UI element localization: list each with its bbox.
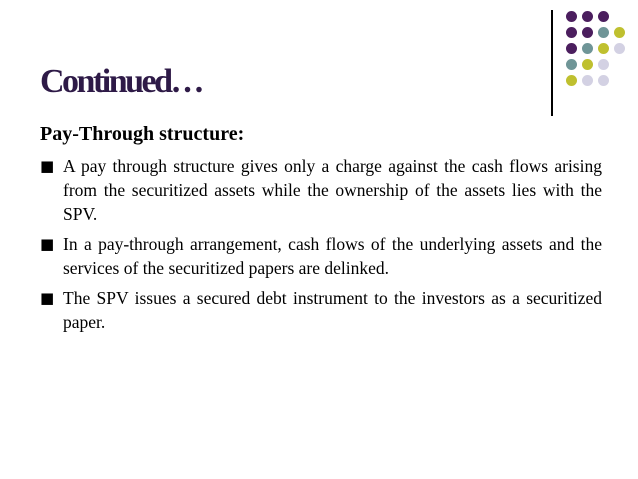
decorative-dot bbox=[598, 27, 609, 38]
decorative-dot bbox=[582, 59, 593, 70]
square-bullet-icon: ■ bbox=[40, 235, 55, 253]
decorative-dot bbox=[582, 75, 593, 86]
bullet-list bbox=[40, 154, 602, 340]
decorative-dot bbox=[566, 11, 577, 22]
decorative-dot bbox=[566, 43, 577, 54]
decorative-dot bbox=[582, 11, 593, 22]
slide-title: Continued… bbox=[40, 63, 203, 100]
decorative-dot bbox=[598, 75, 609, 86]
decorative-dot bbox=[598, 11, 609, 22]
decorative-dot bbox=[614, 27, 625, 38]
bullet-text: In a pay-through arrangement, cash flows of the underlying assets and the services of the securitized papers are delinked. bbox=[63, 234, 602, 278]
bullet-item bbox=[40, 286, 602, 334]
decorative-dot bbox=[566, 59, 577, 70]
square-bullet-icon: ■ bbox=[40, 157, 55, 175]
bullet-item bbox=[40, 154, 602, 226]
bullet-text: A pay through structure gives only a charge against the cash flows arising from the securitized assets while the ownership of the assets lies with the SPV. bbox=[63, 156, 602, 224]
decorative-dot bbox=[566, 27, 577, 38]
vertical-divider bbox=[551, 10, 553, 116]
decorative-dot bbox=[614, 43, 625, 54]
section-subheading: Pay-Through structure: bbox=[40, 123, 245, 145]
decorative-dot-grid bbox=[566, 11, 638, 91]
decorative-dot bbox=[598, 59, 609, 70]
square-bullet-icon: ■ bbox=[40, 289, 55, 307]
decorative-dot bbox=[582, 43, 593, 54]
decorative-dot bbox=[566, 75, 577, 86]
decorative-dot bbox=[582, 27, 593, 38]
decorative-dot bbox=[598, 43, 609, 54]
bullet-text: The SPV issues a secured debt instrument to the investors as a securitized paper. bbox=[63, 288, 602, 332]
bullet-item bbox=[40, 232, 602, 280]
